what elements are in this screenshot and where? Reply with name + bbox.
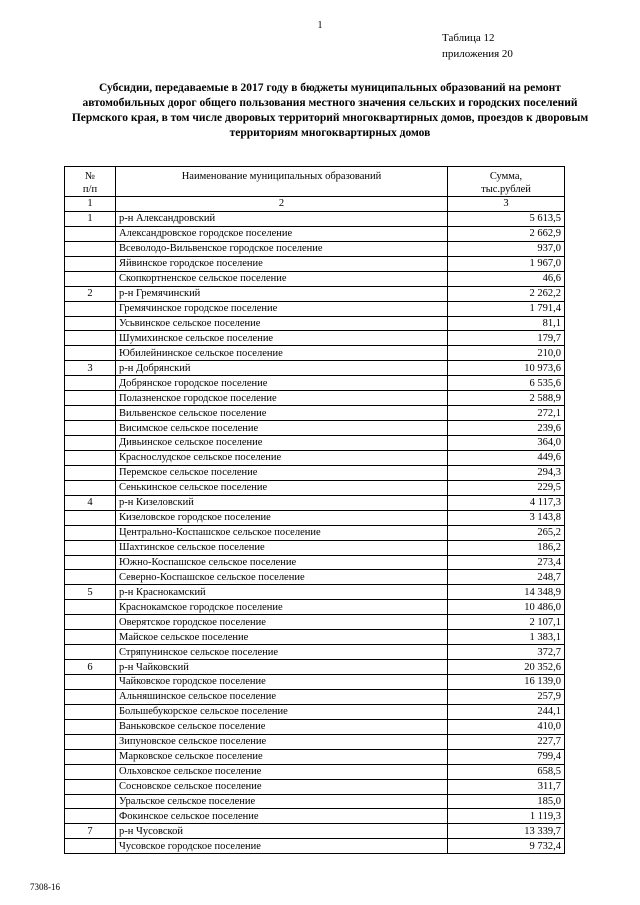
row-number [65,675,116,690]
row-amount: 372,7 [448,645,565,660]
row-amount: 13 339,7 [448,824,565,839]
row-number [65,779,116,794]
row-name: Всеволодо-Вильвенское городское поселение [116,241,448,256]
row-name: Ольховское сельское поселение [116,764,448,779]
row-number: 2 [65,286,116,301]
table-row [65,719,565,734]
row-number [65,226,116,241]
row-name: Оверятское городское поселение [116,615,448,630]
row-name: Чусовское городское поселение [116,839,448,854]
table-row [65,585,565,600]
table-row [65,779,565,794]
row-name: Уральское сельское поселение [116,794,448,809]
table-row [65,749,565,764]
row-name: р-н Александровский [116,211,448,226]
row-amount: 1 791,4 [448,301,565,316]
row-name: Краснокамское городское поселение [116,600,448,615]
row-name: Зипуновское сельское поселение [116,734,448,749]
table-row [65,734,565,749]
row-amount: 185,0 [448,794,565,809]
row-amount: 10 486,0 [448,600,565,615]
row-name: Вильвенское сельское поселение [116,406,448,421]
row-amount: 6 535,6 [448,376,565,391]
row-amount: 3 143,8 [448,510,565,525]
row-amount: 2 662,9 [448,226,565,241]
row-name: Александровское городское поселение [116,226,448,241]
row-number [65,436,116,451]
table-row [65,570,565,585]
table-row [65,316,565,331]
row-name: Фокинское сельское поселение [116,809,448,824]
row-name: р-н Кизеловский [116,495,448,510]
row-name: Юбилейнинское сельское поселение [116,346,448,361]
row-name: Альняшинское сельское поселение [116,689,448,704]
row-number [65,241,116,256]
row-number [65,256,116,271]
header-sum-label: Сумма, [489,171,523,182]
row-number [65,316,116,331]
column-number-row [65,197,565,212]
row-name: Марковское сельское поселение [116,749,448,764]
row-number [65,540,116,555]
row-name: р-н Чусовской [116,824,448,839]
header-number-abbr: п/п [82,184,98,195]
row-amount: 210,0 [448,346,565,361]
row-amount: 244,1 [448,704,565,719]
header-number [65,167,116,197]
table-row [65,630,565,645]
row-name: Северно-Коспашское сельское поселение [116,570,448,585]
table-row [65,241,565,256]
row-number: 6 [65,660,116,675]
row-number [65,465,116,480]
row-amount: 16 139,0 [448,675,565,690]
row-name: Добрянское городское поселение [116,376,448,391]
row-amount: 273,4 [448,555,565,570]
subsidies-table [64,166,565,854]
table-row [65,436,565,451]
row-amount: 449,6 [448,450,565,465]
row-amount: 2 107,1 [448,615,565,630]
row-number [65,510,116,525]
row-amount: 364,0 [448,436,565,451]
row-name: Майское сельское поселение [116,630,448,645]
row-name: Шахтинское сельское поселение [116,540,448,555]
table-row [65,211,565,226]
table-header-row [65,167,565,197]
table-row [65,794,565,809]
row-amount: 20 352,6 [448,660,565,675]
row-amount: 239,6 [448,421,565,436]
row-number [65,809,116,824]
table-row [65,361,565,376]
row-name: Чайковское городское поселение [116,675,448,690]
row-amount: 227,7 [448,734,565,749]
row-number [65,271,116,286]
row-number [65,391,116,406]
row-number [65,794,116,809]
row-name: Большебукорское сельское поселение [116,704,448,719]
row-name: Ваньковское сельское поселение [116,719,448,734]
row-number [65,376,116,391]
table-row [65,764,565,779]
row-name: Яйвинское городское поселение [116,256,448,271]
row-amount: 265,2 [448,525,565,540]
table-row [65,406,565,421]
footer-code: 7308-16 [30,882,60,892]
table-row [65,600,565,615]
table-label: Таблица 12 [442,32,495,44]
header-sum [448,167,565,197]
table-row [65,510,565,525]
row-amount: 658,5 [448,764,565,779]
row-name: Скопкортненское сельское поселение [116,271,448,286]
row-number [65,630,116,645]
row-number: 7 [65,824,116,839]
row-number: 5 [65,585,116,600]
row-amount: 10 973,6 [448,361,565,376]
table-row [65,675,565,690]
row-name: Полазненское городское поселение [116,391,448,406]
row-number [65,704,116,719]
row-amount: 179,7 [448,331,565,346]
table-row [65,824,565,839]
row-amount: 14 348,9 [448,585,565,600]
row-number [65,645,116,660]
table-row [65,839,565,854]
table-row [65,271,565,286]
page-number: 1 [317,20,323,31]
row-number [65,600,116,615]
row-name: Усьвинское сельское поселение [116,316,448,331]
row-amount: 186,2 [448,540,565,555]
row-number: 1 [65,211,116,226]
row-amount: 294,3 [448,465,565,480]
table-row [65,495,565,510]
table-row [65,301,565,316]
row-name: Гремячинское городское поселение [116,301,448,316]
row-number: 3 [65,361,116,376]
row-name: Перемское сельское поселение [116,465,448,480]
document-title: Субсидии, передаваемые в 2017 году в бюджеты муниципальных образований на ремонт автомобильных дорог общего пользования местного значения сельских и городских поселений Пермского края, в том числе дворовых территорий многоквартирных домов, проездов к дворовым территориям многоквартирных домов [71,82,589,139]
row-number [65,301,116,316]
row-number [65,764,116,779]
header-name: Наименование муниципальных образований [116,167,448,197]
row-amount: 2 588,9 [448,391,565,406]
row-amount: 5 613,5 [448,211,565,226]
table-row [65,286,565,301]
table-reference [442,30,513,62]
row-name: Стряпунинское сельское поселение [116,645,448,660]
row-name: р-н Краснокамский [116,585,448,600]
row-amount: 46,6 [448,271,565,286]
table-row [65,525,565,540]
column-number: 1 [65,197,116,212]
table-row [65,689,565,704]
table-row [65,645,565,660]
row-amount: 1 967,0 [448,256,565,271]
column-number: 2 [116,197,448,212]
row-number [65,689,116,704]
table-row [65,660,565,675]
row-name: р-н Добрянский [116,361,448,376]
row-number [65,450,116,465]
table-row [65,555,565,570]
row-number [65,839,116,854]
row-name: Дивьинское сельское поселение [116,436,448,451]
row-amount: 229,5 [448,480,565,495]
row-number [65,734,116,749]
table-row [65,376,565,391]
row-number [65,615,116,630]
row-amount: 272,1 [448,406,565,421]
row-amount: 257,9 [448,689,565,704]
row-amount: 799,4 [448,749,565,764]
table-row [65,391,565,406]
row-number [65,719,116,734]
column-number: 3 [448,197,565,212]
row-name: Шумихинское сельское поселение [116,331,448,346]
row-name: Висимское сельское поселение [116,421,448,436]
header-sum-unit: тыс.рублей [481,184,531,195]
row-amount: 81,1 [448,316,565,331]
row-name: Сенькинское сельское поселение [116,480,448,495]
table-row [65,346,565,361]
row-name: Кизеловское городское поселение [116,510,448,525]
table-row [65,465,565,480]
table-row [65,450,565,465]
table-row [65,540,565,555]
row-number [65,749,116,764]
table-row [65,421,565,436]
row-amount: 248,7 [448,570,565,585]
table-row [65,615,565,630]
row-number [65,406,116,421]
table-row [65,809,565,824]
row-number [65,480,116,495]
row-name: Краснослудское сельское поселение [116,450,448,465]
table-row [65,331,565,346]
header-number-sign: № [84,171,96,182]
row-name: Южно-Коспашское сельское поселение [116,555,448,570]
table-row [65,704,565,719]
row-number [65,331,116,346]
row-name: р-н Гремячинский [116,286,448,301]
row-number: 4 [65,495,116,510]
row-name: р-н Чайковский [116,660,448,675]
row-number [65,346,116,361]
row-amount: 9 732,4 [448,839,565,854]
row-number [65,570,116,585]
row-number [65,555,116,570]
row-name: Сосновское сельское поселение [116,779,448,794]
table-row [65,480,565,495]
row-amount: 1 119,3 [448,809,565,824]
row-amount: 2 262,2 [448,286,565,301]
row-name: Центрально-Коспашское сельское поселение [116,525,448,540]
table-row [65,256,565,271]
row-number [65,421,116,436]
row-number [65,525,116,540]
row-amount: 937,0 [448,241,565,256]
row-amount: 311,7 [448,779,565,794]
row-amount: 410,0 [448,719,565,734]
row-amount: 4 117,3 [448,495,565,510]
table-body [65,211,565,853]
appendix-label: приложения 20 [442,48,513,60]
row-amount: 1 383,1 [448,630,565,645]
table-row [65,226,565,241]
